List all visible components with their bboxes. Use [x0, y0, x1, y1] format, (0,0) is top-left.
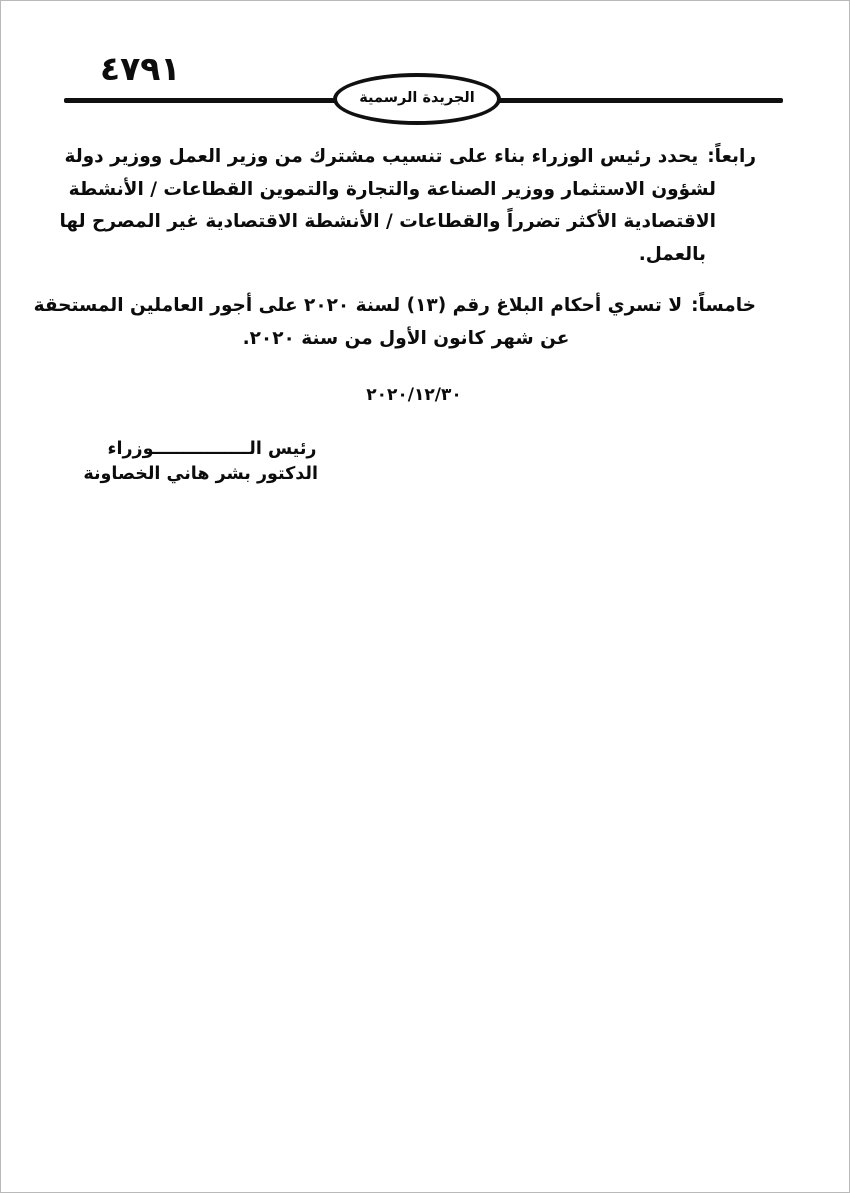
clause-fifth	[33, 289, 756, 355]
clause-fourth-line-1	[64, 141, 756, 174]
signature-block	[83, 437, 318, 486]
page-number: ٤٧٩١	[100, 49, 181, 88]
clause-fourth-label: رابعاً:	[707, 146, 756, 167]
issue-date-value: ٢٠٢٠/١٢/٣٠	[366, 385, 462, 405]
clause-fourth-line-3: الاقتصادية الأكثر تضرراً والقطاعات / الأنشطة الاقتصادية غير المصرح لها	[59, 211, 716, 232]
gazette-name-label: الجريدة الرسمية	[359, 90, 475, 106]
clause-fifth-line-1	[33, 289, 756, 322]
clause-fifth-text-1: لا تسري أحكام البلاغ رقم (١٣) لسنة ٢٠٢٠ على أجور العاملين المستحقة	[33, 295, 683, 316]
clause-fourth-line-4: بالعمل.	[638, 243, 706, 265]
clause-fourth	[59, 141, 756, 271]
issue-date	[329, 385, 499, 405]
gazette-oval-badge	[333, 73, 501, 125]
clause-fifth-line-2: عن شهر كانون الأول من سنة ٢٠٢٠.	[242, 328, 570, 349]
clause-fifth-label: خامساً:	[691, 295, 756, 316]
signature-name: الدكتور بشر هاني الخصاونة	[83, 463, 318, 484]
signature-title: رئيس الــــــــــــــــوزراء	[107, 439, 317, 459]
clause-fourth-line-2: لشؤون الاستثمار ووزير الصناعة والتجارة والتموين القطاعات / الأنشطة	[68, 178, 716, 200]
clause-fourth-text-1: يحدد رئيس الوزراء بناء على تنسيب مشترك من وزير العمل ووزير دولة	[64, 146, 699, 167]
